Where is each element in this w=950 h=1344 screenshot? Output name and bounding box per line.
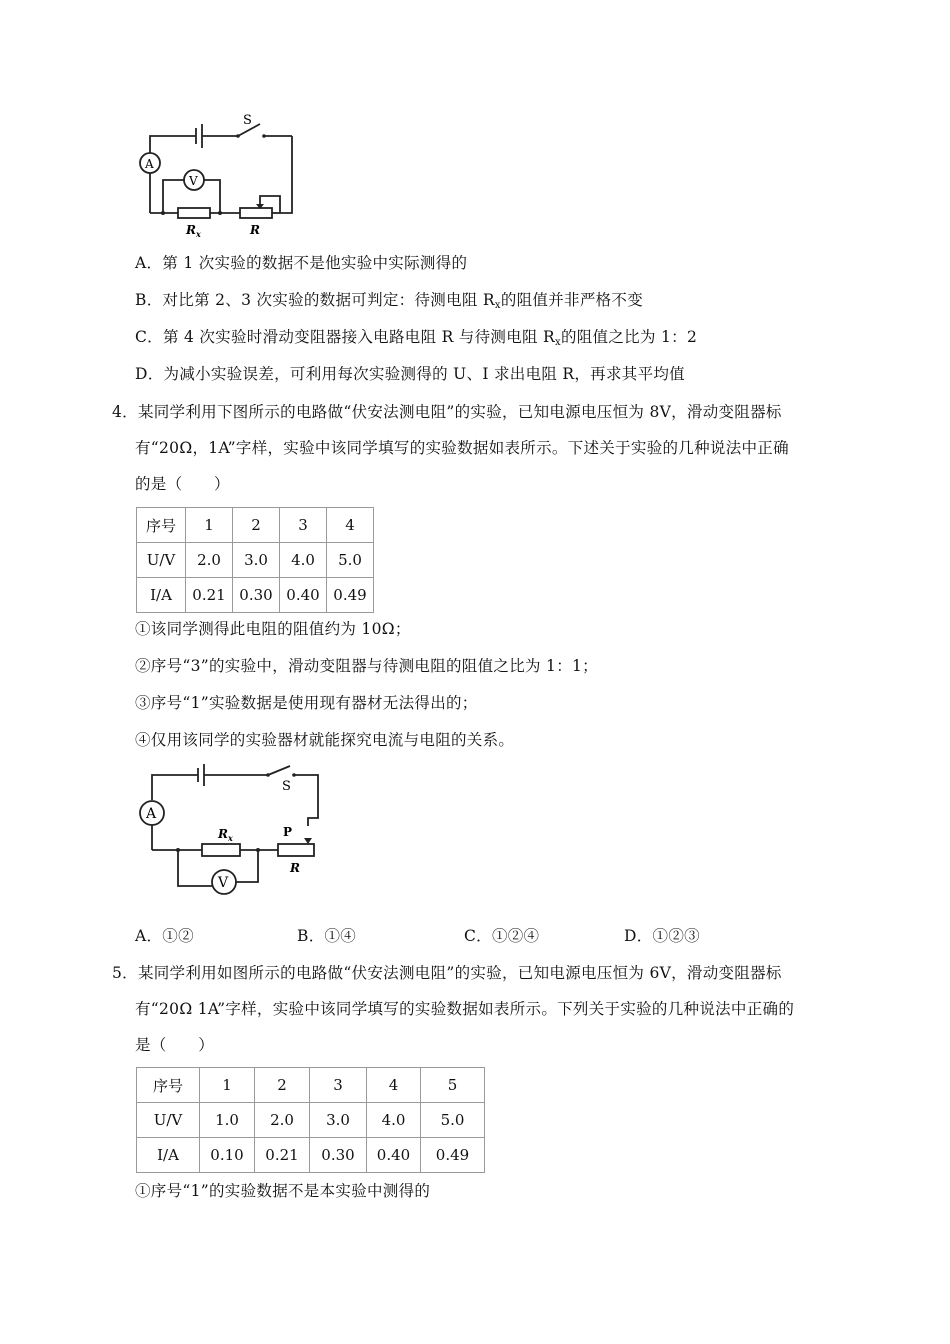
q4-statement-1: ①该同学测得此电阻的阻值约为 10Ω； (135, 620, 411, 638)
q4-stem-line-3: 的是（ ） (135, 475, 230, 493)
q3-option-b-sub: x (494, 300, 501, 311)
q3-option-c-sub: x (555, 337, 561, 348)
q4-stem-line-1: 4．某同学利用下图所示的电路做“伏安法测电阻”的实验，已知电源电压恒为 8V，滑动变阻器标 (112, 403, 782, 421)
table-row (137, 1138, 485, 1173)
table-cell: 4.0 (280, 543, 327, 578)
table-cell: 5.0 (327, 543, 374, 578)
table-cell: 2.0 (255, 1103, 310, 1138)
table-cell: 3 (310, 1068, 367, 1103)
table-cell: 0.49 (327, 578, 374, 613)
table-cell: 2.0 (186, 543, 233, 578)
q4-statement-2: ②序号“3”的实验中，滑动变阻器与待测电阻的阻值之比为 1：1； (135, 657, 598, 675)
q3-option-d: D．为减小实验误差，可利用每次实验测得的 U、I 求出电阻 R，再求其平均值 (135, 365, 685, 383)
table-cell: U/V (137, 1103, 200, 1138)
q4-circuit-diagram (130, 760, 330, 900)
table-row (137, 543, 374, 578)
q3-r-label: R (250, 223, 260, 237)
table-cell: 序号 (137, 1068, 200, 1103)
table-cell: U/V (137, 543, 186, 578)
q3-option-c (135, 326, 697, 354)
q3-option-c-text: C．第 4 次实验时滑动变阻器接入电路电阻 R 与待测电阻 R (135, 328, 555, 346)
table-cell: 0.21 (186, 578, 233, 613)
q4-p-label: P (283, 825, 293, 839)
table-cell: 5 (421, 1068, 485, 1103)
q4-statement-4: ④仅用该同学的实验器材就能探究电流与电阻的关系。 (135, 731, 515, 749)
table-cell: 1 (200, 1068, 255, 1103)
q4-choice-c: C．①②④ (464, 927, 540, 945)
table-cell: 0.21 (255, 1138, 310, 1173)
table-row (137, 508, 374, 543)
q3-option-b-tail: 的阻值并非严格不变 (500, 291, 644, 309)
table-cell: 3.0 (310, 1103, 367, 1138)
q4-r-label: R (290, 861, 300, 875)
q4-voltmeter-label: V (218, 875, 229, 891)
q5-stem-line-2: 有“20Ω 1A”字样，实验中该同学填写的实验数据如表所示。下列关于实验的几种说法中正确的 (135, 1000, 795, 1018)
q3-ammeter-label: A (145, 157, 154, 171)
table-cell: 2 (233, 508, 280, 543)
q4-data-table (136, 507, 374, 613)
table-cell: 0.30 (233, 578, 280, 613)
table-cell: 0.40 (367, 1138, 421, 1173)
q4-statement-3: ③序号“1”实验数据是使用现有器材无法得出的； (135, 694, 478, 712)
q4-ammeter-label: A (146, 806, 157, 822)
table-cell: 2 (255, 1068, 310, 1103)
table-row (137, 1068, 485, 1103)
q4-rx-label: $R_x$ (218, 827, 233, 843)
table-cell: 3 (280, 508, 327, 543)
table-cell: 1 (186, 508, 233, 543)
table-cell: 4 (327, 508, 374, 543)
table-cell: 4.0 (367, 1103, 421, 1138)
table-row (137, 578, 374, 613)
table-cell: 0.10 (200, 1138, 255, 1173)
table-cell: 4 (367, 1068, 421, 1103)
q3-option-b (135, 289, 643, 317)
q3-circuit-diagram (130, 108, 310, 238)
table-cell: 0.40 (280, 578, 327, 613)
table-cell: 3.0 (233, 543, 280, 578)
q5-stem-line-3: 是（ ） (135, 1036, 215, 1054)
q5-data-table (136, 1067, 485, 1173)
q4-switch-label: S (282, 779, 291, 794)
q3-rx-label: $R_x$ (186, 223, 201, 238)
q4-stem-line-2: 有“20Ω，1A”字样，实验中该同学填写的实验数据如表所示。下述关于实验的几种说法中正确 (135, 439, 789, 457)
q3-option-c-tail: 的阻值之比为 1：2 (560, 328, 698, 346)
q4-choice-d: D．①②③ (624, 927, 700, 945)
table-cell: 0.49 (421, 1138, 485, 1173)
q3-option-a: A．第 1 次实验的数据不是他实验中实际测得的 (135, 254, 468, 272)
q3-voltmeter-label: V (189, 174, 198, 188)
table-cell: 5.0 (421, 1103, 485, 1138)
table-cell: I/A (137, 578, 186, 613)
table-cell: I/A (137, 1138, 200, 1173)
table-cell: 0.30 (310, 1138, 367, 1173)
q4-choice-a: A．①② (135, 927, 194, 945)
q3-option-b-text: B．对比第 2、3 次实验的数据可判定：待测电阻 R (135, 291, 495, 309)
q5-stem-line-1: 5．某同学利用如图所示的电路做“伏安法测电阻”的实验，已知电源电压恒为 6V，滑动变阻器标 (112, 964, 782, 982)
table-row (137, 1103, 485, 1138)
q5-statement-1: ①序号“1”的实验数据不是本实验中测得的 (135, 1182, 431, 1200)
q3-switch-label: S (243, 113, 252, 128)
table-cell: 序号 (137, 508, 186, 543)
table-cell: 1.0 (200, 1103, 255, 1138)
q4-choice-b: B．①④ (297, 927, 357, 945)
